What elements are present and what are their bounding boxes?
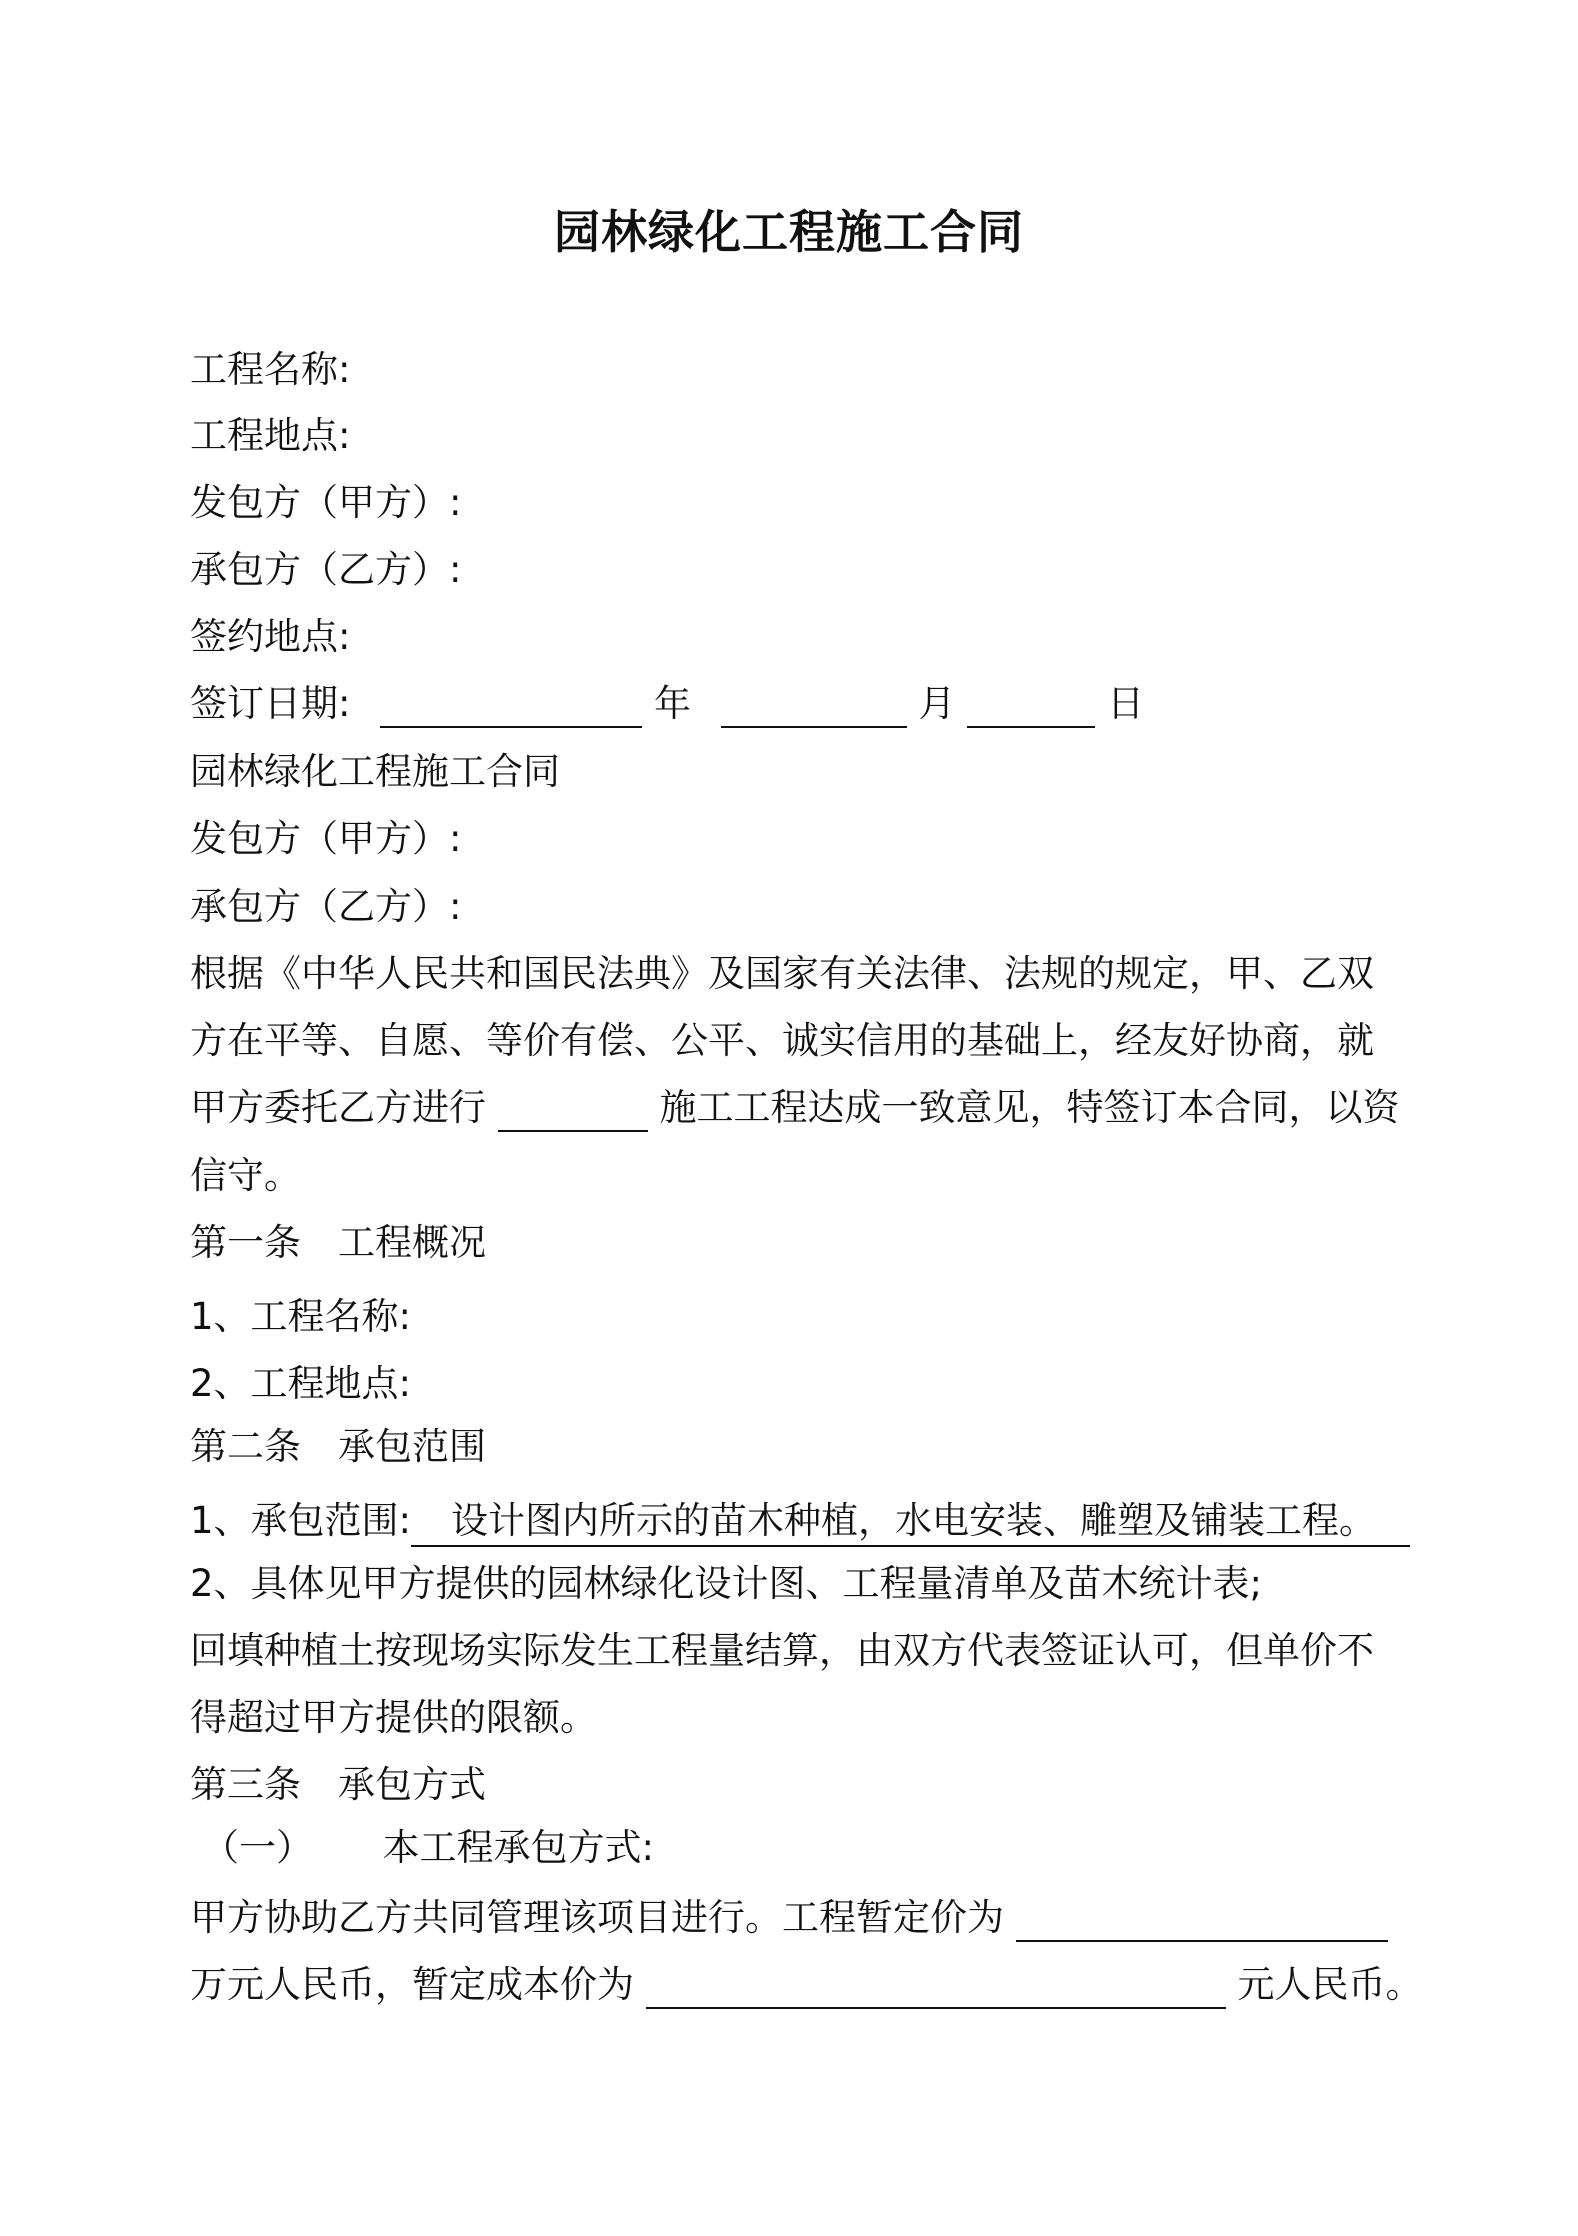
preamble-line-3-start: 甲方委托乙方进行 — [190, 1086, 486, 1129]
day-label: 日 — [1107, 682, 1145, 725]
signing-place-label: 签约地点: — [190, 615, 351, 658]
preamble-line-4: 信守。 — [190, 1154, 301, 1197]
article-3-subsection-1 — [202, 1824, 654, 1872]
article-1-title: 第一条 工程概况 — [190, 1221, 486, 1264]
preamble-line-3-end: 施工工程达成一致意见，特签订本合同，以资 — [659, 1086, 1400, 1129]
party-b-label: 承包方（乙方）: — [190, 548, 462, 591]
scope-value: 设计图内所示的苗木种植，水电安装、雕塑及铺装工程。 — [411, 1497, 1410, 1547]
scope-label: 1、承包范围: — [190, 1499, 412, 1542]
article-2-item-1 — [190, 1497, 1410, 1547]
party-a-field — [190, 479, 461, 527]
preamble-line-1: 根据《中华人民共和国民法典》及国家有关法律、法规的规定，甲、乙双 — [190, 952, 1374, 995]
signing-date-label: 签订日期: — [190, 682, 351, 725]
article-2-title: 第二条 承包范围 — [190, 1425, 486, 1468]
tentative-price-blank — [1016, 1898, 1388, 1942]
year-label: 年 — [654, 682, 691, 725]
tentative-cost-blank — [646, 1965, 1226, 2009]
party-b-field — [190, 546, 461, 594]
project-location-label: 工程地点: — [190, 414, 351, 457]
article-1-item-2: 2、工程地点: — [190, 1362, 412, 1405]
month-blank — [721, 684, 907, 728]
article-3-line-2 — [190, 1961, 1423, 2009]
currency-text: 元人民币。 — [1237, 1963, 1423, 2006]
document-title: 园林绿化工程施工合同 — [554, 205, 1024, 259]
article-2-note-line-1: 回填种植土按现场实际发生工程量结算，由双方代表签证认可，但单价不 — [190, 1629, 1374, 1672]
year-blank — [380, 684, 642, 728]
project-location-field — [190, 412, 350, 460]
body-title: 园林绿化工程施工合同 — [190, 750, 560, 793]
project-name-field — [190, 346, 350, 394]
party-a-label: 发包方（甲方）: — [190, 481, 462, 524]
body-party-a: 发包方（甲方）: — [190, 817, 462, 860]
month-label: 月 — [918, 682, 956, 725]
preamble-line-3 — [190, 1084, 1400, 1132]
signing-place-field — [190, 613, 350, 661]
project-name-label: 工程名称: — [190, 348, 351, 391]
subsection-number: （一） — [202, 1826, 313, 1869]
article-2-item-2: 2、具体见甲方提供的园林绿化设计图、工程量清单及苗木统计表; — [190, 1562, 1263, 1605]
day-blank — [967, 684, 1095, 728]
signing-date-field — [190, 680, 1144, 728]
cost-text: 万元人民币，暂定成本价为 — [190, 1963, 634, 2006]
body-party-b: 承包方（乙方）: — [190, 885, 462, 928]
article-3-title: 第三条 承包方式 — [190, 1763, 486, 1806]
article-2-note-line-2: 得超过甲方提供的限额。 — [190, 1696, 597, 1739]
subsection-title: 本工程承包方式: — [382, 1826, 654, 1869]
project-type-blank — [498, 1088, 648, 1132]
article-1-item-1: 1、工程名称: — [190, 1295, 412, 1338]
article-3-line-1 — [190, 1894, 1388, 1942]
preamble-line-2: 方在平等、自愿、等价有偿、公平、诚实信用的基础上，经友好协商，就 — [190, 1019, 1374, 1062]
price-text: 甲方协助乙方共同管理该项目进行。工程暂定价为 — [190, 1896, 1004, 1939]
